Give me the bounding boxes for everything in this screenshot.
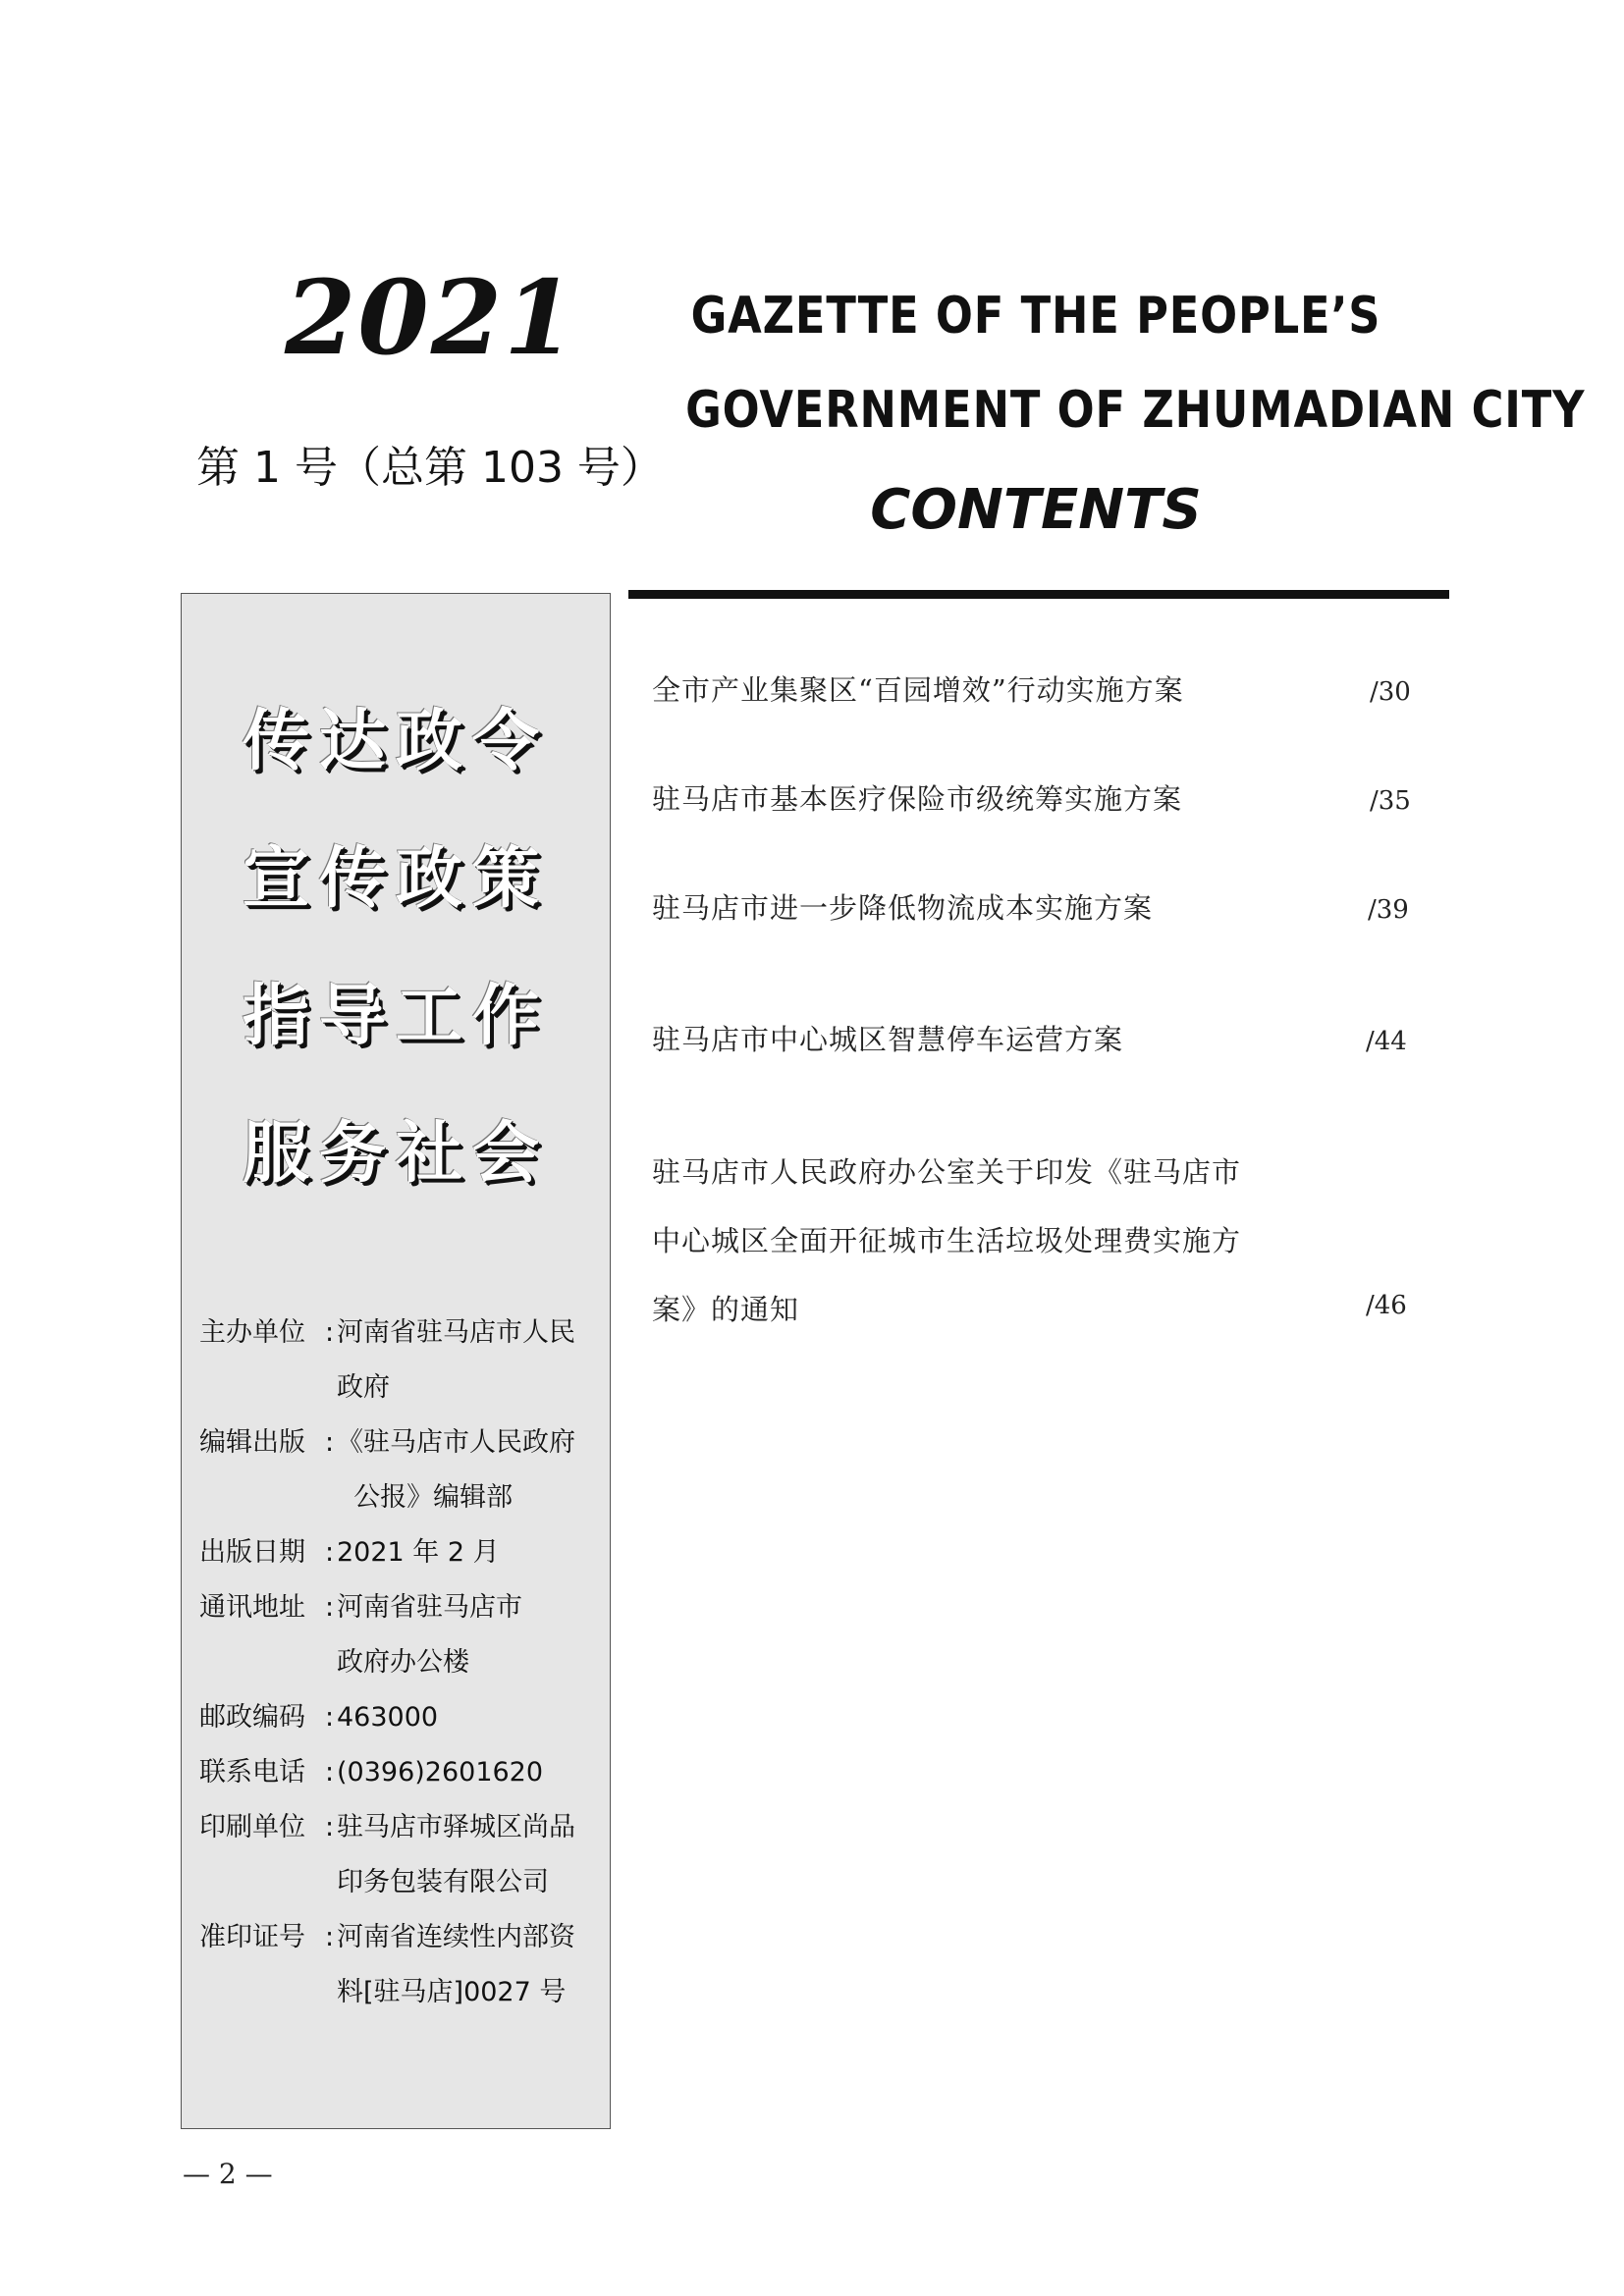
info-label: 编辑出版 xyxy=(199,1427,305,1458)
info-colon: : xyxy=(325,1537,335,1568)
info-value: 河南省连续性内部资 xyxy=(337,1922,575,1952)
sidebar-panel xyxy=(181,593,611,2129)
toc-entry[interactable] xyxy=(652,874,1153,942)
slogan: 服务社会 xyxy=(242,1115,549,1193)
toc-page-number: /44 xyxy=(1366,1027,1407,1056)
info-colon: : xyxy=(325,1317,335,1348)
info-value: 政府 xyxy=(337,1372,390,1403)
slogan: 宣传政策 xyxy=(242,840,549,918)
contents-heading: CONTENTS xyxy=(870,478,1202,542)
slogan: 指导工作 xyxy=(242,978,549,1055)
info-value: 河南省驻马店市人民 xyxy=(337,1317,575,1348)
info-colon: : xyxy=(325,1592,335,1623)
toc-page-number: /46 xyxy=(1366,1291,1407,1320)
info-colon: : xyxy=(325,1812,335,1842)
info-value: 驻马店市驿城区尚品 xyxy=(337,1812,575,1842)
info-row-date xyxy=(199,1525,602,1580)
info-row-sponsor xyxy=(199,1306,602,1415)
info-row-printer xyxy=(199,1800,602,1910)
toc-page-number: /35 xyxy=(1370,786,1411,816)
toc-title: 全市产业集聚区“百园增效”行动实施方案 xyxy=(652,673,1184,707)
toc-title: 中心城区全面开征城市生活垃圾处理费实施方 xyxy=(652,1224,1242,1257)
toc-title: 驻马店市进一步降低物流成本实施方案 xyxy=(652,891,1154,925)
info-label: 准印证号 xyxy=(199,1922,305,1952)
info-label: 印刷单位 xyxy=(199,1812,305,1842)
info-row-phone xyxy=(199,1745,602,1800)
toc-entry[interactable] xyxy=(652,765,1182,833)
info-row-editor xyxy=(199,1415,602,1525)
info-value: 料[驻马店]0027 号 xyxy=(337,1977,567,2007)
page-number: — 2 — xyxy=(183,2158,273,2190)
toc-title: 驻马店市中心城区智慧停车运营方案 xyxy=(652,1023,1124,1056)
publication-info xyxy=(199,1306,602,2020)
toc-page-number: /39 xyxy=(1368,895,1409,925)
info-row-postcode xyxy=(199,1690,602,1745)
info-label: 主办单位 xyxy=(199,1317,305,1348)
info-colon: : xyxy=(325,1757,335,1788)
info-value: 公报》编辑部 xyxy=(337,1482,514,1513)
year: 2021 xyxy=(285,257,577,378)
gazette-title-line1: GAZETTE OF THE PEOPLE’S xyxy=(690,287,1381,346)
issue-number: 第 1 号（总第 103 号） xyxy=(196,443,664,493)
info-value: (0396)2601620 xyxy=(337,1757,544,1788)
toc-entry[interactable] xyxy=(652,1138,1241,1344)
info-value: 463000 xyxy=(337,1702,439,1733)
info-label: 邮政编码 xyxy=(199,1702,305,1733)
toc-title: 驻马店市基本医疗保险市级统筹实施方案 xyxy=(652,782,1183,816)
info-label: 通讯地址 xyxy=(199,1592,305,1623)
info-colon: : xyxy=(325,1427,335,1458)
info-label: 出版日期 xyxy=(199,1537,305,1568)
heading-rule xyxy=(628,590,1449,599)
info-colon: : xyxy=(325,1702,335,1733)
info-row-address xyxy=(199,1580,602,1690)
info-value: 政府办公楼 xyxy=(337,1647,469,1678)
info-value: 2021 年 2 月 xyxy=(337,1537,500,1568)
gazette-title-line2: GOVERNMENT OF ZHUMADIAN CITY xyxy=(685,381,1586,440)
info-label: 联系电话 xyxy=(199,1757,305,1788)
toc-title: 驻马店市人民政府办公室关于印发《驻马店市 xyxy=(652,1155,1242,1189)
slogan: 传达政令 xyxy=(242,703,549,780)
toc-page-number: /30 xyxy=(1370,677,1411,707)
toc-entry[interactable] xyxy=(652,1005,1123,1074)
info-value: 《驻马店市人民政府 xyxy=(337,1427,575,1458)
toc-entry[interactable] xyxy=(652,656,1184,724)
info-value: 河南省驻马店市 xyxy=(337,1592,522,1623)
toc-title: 案》的通知 xyxy=(652,1293,800,1326)
info-row-permit xyxy=(199,1910,602,2020)
info-value: 印务包装有限公司 xyxy=(337,1867,549,1897)
info-colon: : xyxy=(325,1922,335,1952)
